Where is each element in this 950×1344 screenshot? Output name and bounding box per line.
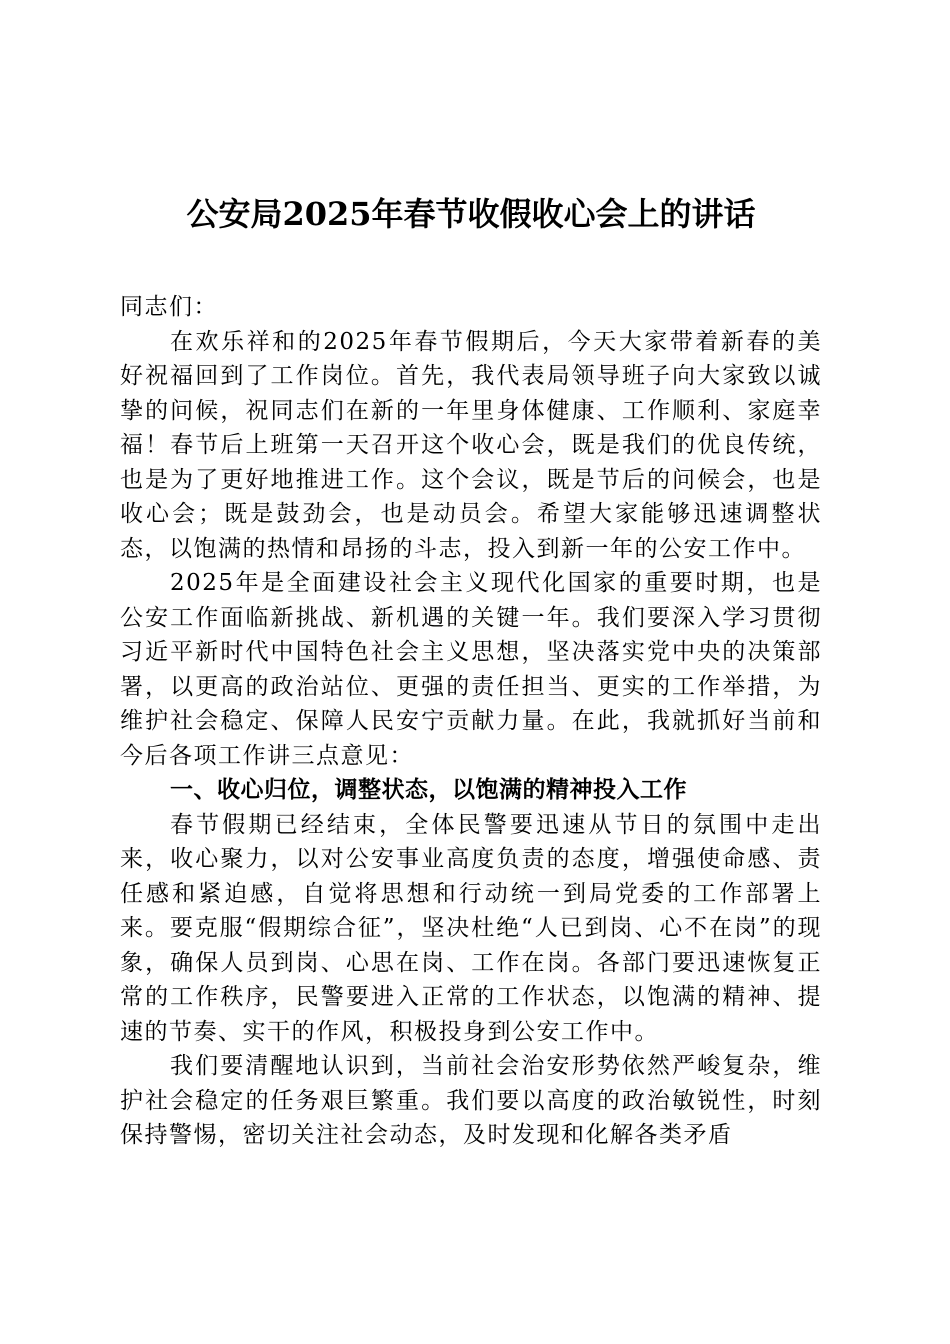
- salutation: 同志们：: [120, 294, 218, 320]
- document-body: [120, 290, 822, 1153]
- section-paragraph: 春节假期已经结束，全体民警要迅速从节日的氛围中走出来，收心聚力，以对公安事业高度负责的态度，增强使命感、责任感和紧迫感，自觉将思想和行动统一到局党委的工作部署上来。要克服“假期综合征”，坚决杜绝“人已到岗、心不在岗”的现象，确保人员到岗、心思在岗、工作在岗。各部门要迅速恢复正常的工作秩序，民警要进入正常的工作状态，以饱满的精神、提速的节奏、实干的作风，积极投身到公安工作中。: [120, 811, 822, 1045]
- paragraph-context: 2025年是全面建设社会主义现代化国家的重要时期，也是公安工作面临新挑战、新机遇的关键一年。我们要深入学习贯彻习近平新时代中国特色社会主义思想，坚决落实党中央的决策部署，以更高的政治站位、更强的责任担当、更实的工作举措，为维护社会稳定、保障人民安宁贡献力量。在此，我就抓好当前和今后各项工作讲三点意见：: [120, 570, 822, 769]
- paragraph-intro: 在欢乐祥和的2025年春节假期后，今天大家带着新春的美好祝福回到了工作岗位。首先，我代表局领导班子向大家致以诚挚的问候，祝同志们在新的一年里身体健康、工作顺利、家庭幸福！春节后上班第一天召开这个收心会，既是我们的优良传统，也是为了更好地推进工作。这个会议，既是节后的问候会，也是收心会；既是鼓劲会，也是动员会。希望大家能够迅速调整状态，以饱满的热情和昂扬的斗志，投入到新一年的公安工作中。: [120, 328, 822, 562]
- section-heading: 一、收心归位，调整状态，以饱满的精神投入工作: [170, 777, 687, 803]
- document-title: 公安局2025年春节收假收心会上的讲话: [186, 195, 756, 233]
- section-paragraph: 我们要清醒地认识到，当前社会治安形势依然严峻复杂，维护社会稳定的任务艰巨繁重。我们要以高度的政治敏锐性，时刻保持警惕，密切关注社会动态，及时发现和化解各类矛盾: [120, 1053, 822, 1148]
